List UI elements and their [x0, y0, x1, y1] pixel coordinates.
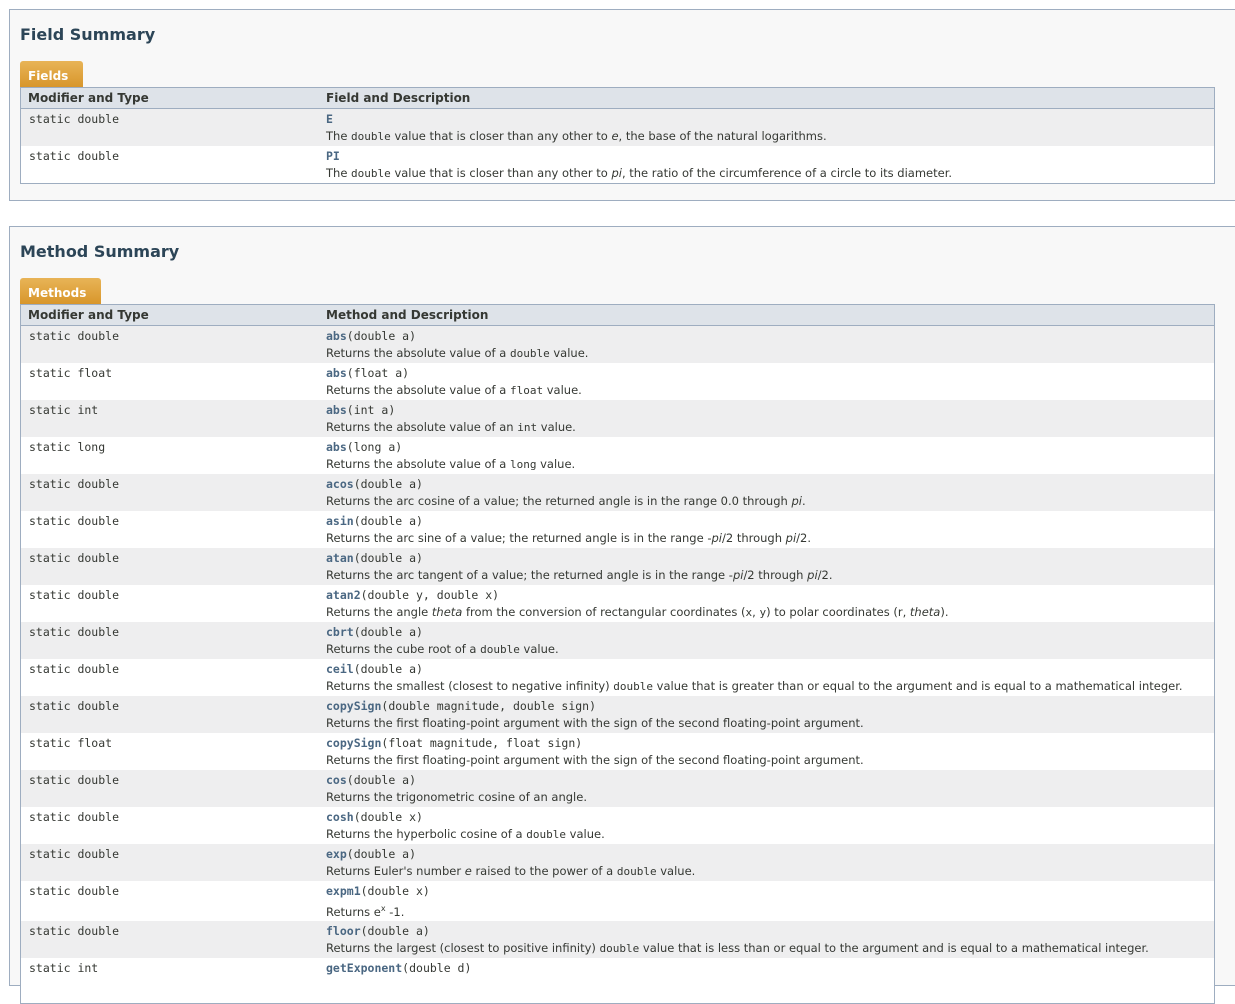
table-row: [21, 585, 1214, 622]
method-summary-table: [20, 304, 1215, 1004]
table-row: [21, 400, 1214, 437]
method-description: Returns the arc tangent of a value; the returned angle is in the range -pi/2 through pi/2.: [326, 568, 833, 582]
method-description: Returns the hyperbolic cosine of a double value.: [326, 827, 605, 841]
method-signature: [326, 961, 471, 975]
modifier-type: static int: [29, 961, 99, 975]
method-link[interactable]: getExponent: [326, 961, 403, 975]
modifier-type: static double: [29, 699, 120, 713]
method-link[interactable]: cos: [326, 773, 347, 787]
table-row: [21, 146, 1214, 183]
method-params: (long a): [346, 440, 403, 454]
field-signature: [326, 149, 340, 163]
method-signature: [326, 699, 596, 713]
method-link[interactable]: atan: [326, 551, 354, 565]
table-row: [21, 881, 1214, 921]
table-row: [21, 363, 1214, 400]
method-link[interactable]: exp: [326, 847, 347, 861]
method-description: Returns the smallest (closest to negative infinity) double value that is greater than or equal to the argument and is equal to a mathematical integer.: [326, 679, 1183, 693]
col-modifier-type: Modifier and Type: [28, 91, 149, 105]
table-row: [21, 622, 1214, 659]
method-signature: [326, 403, 395, 417]
method-signature: [326, 810, 423, 824]
method-description: Returns the cube root of a double value.: [326, 642, 559, 656]
table-row: [21, 659, 1214, 696]
method-link[interactable]: abs: [326, 366, 347, 380]
method-params: (double y, double x): [360, 588, 500, 602]
modifier-type: static double: [29, 625, 120, 639]
modifier-type: static double: [29, 112, 120, 126]
method-link[interactable]: cosh: [326, 810, 354, 824]
method-description: Returns the angle theta from the conversion of rectangular coordinates (x, y) to polar coordinates (r, theta).: [326, 605, 949, 619]
method-params: (double a): [346, 847, 417, 861]
modifier-type: static double: [29, 329, 120, 343]
method-link[interactable]: expm1: [326, 884, 361, 898]
method-description: Returns $e^x$ -1.: [326, 904, 405, 919]
method-signature: [326, 477, 423, 491]
method-signature: [326, 329, 416, 343]
method-link[interactable]: abs: [326, 329, 347, 343]
method-description: Returns the largest (closest to positive infinity) double value that is less than or equal to the argument and is equal to a mathematical integer.: [326, 941, 1149, 955]
method-link[interactable]: asin: [326, 514, 354, 528]
method-signature: [326, 625, 423, 639]
fields-tab[interactable]: Fields: [20, 61, 83, 87]
table-header: [21, 88, 1214, 109]
table-row: [21, 548, 1214, 585]
method-link[interactable]: copySign: [326, 736, 382, 750]
method-signature: [326, 366, 409, 380]
method-params: (double x): [360, 884, 430, 898]
table-row: [21, 807, 1214, 844]
table-row: [21, 733, 1214, 770]
method-params: (float magnitude, float sign): [381, 736, 583, 750]
modifier-type: static double: [29, 588, 120, 602]
method-params: (double a): [353, 477, 423, 491]
table-row: [21, 326, 1214, 363]
field-description: The double value that is closer than any other to e, the base of the natural logarithms.: [326, 129, 827, 143]
method-params: (float a): [346, 366, 410, 380]
table-row: [21, 921, 1214, 958]
modifier-type: static float: [29, 736, 113, 750]
method-signature: [326, 847, 416, 861]
method-rows: [21, 326, 1214, 995]
method-description: Returns Euler's number e raised to the power of a double value.: [326, 864, 696, 878]
field-summary-title: Field Summary: [20, 25, 156, 44]
method-signature: [326, 924, 430, 938]
modifier-type: static double: [29, 773, 120, 787]
method-signature: [326, 588, 499, 602]
method-summary-title: Method Summary: [20, 242, 180, 261]
method-summary-section: [9, 226, 1235, 986]
method-params: (double a): [353, 625, 423, 639]
method-description: Returns the trigonometric cosine of an angle.: [326, 790, 587, 804]
method-description: Returns the first floating-point argument with the sign of the second floating-point argument.: [326, 753, 864, 767]
modifier-type: static double: [29, 149, 120, 163]
table-row: [21, 511, 1214, 548]
method-params: (double a): [346, 329, 417, 343]
modifier-type: static double: [29, 477, 120, 491]
method-signature: [326, 514, 423, 528]
method-params: (double a): [353, 551, 423, 565]
method-link[interactable]: abs: [326, 440, 347, 454]
method-link[interactable]: copySign: [326, 699, 382, 713]
method-signature: [326, 662, 423, 676]
method-description: Returns the absolute value of a double value.: [326, 346, 589, 360]
method-params: (int a): [346, 403, 396, 417]
col-modifier-type: Modifier and Type: [28, 308, 149, 322]
field-signature: [326, 112, 333, 126]
table-row: [21, 844, 1214, 881]
method-description: Returns the arc sine of a value; the returned angle is in the range -pi/2 through pi/2.: [326, 531, 812, 545]
modifier-type: static double: [29, 810, 120, 824]
method-params: (double x): [353, 810, 423, 824]
method-description: Returns the absolute value of an int value.: [326, 420, 576, 434]
method-link[interactable]: abs: [326, 403, 347, 417]
method-signature: [326, 884, 430, 898]
modifier-type: static double: [29, 514, 120, 528]
table-row: [21, 109, 1214, 146]
col-field-description: Field and Description: [326, 91, 471, 105]
method-description: Returns the absolute value of a float value.: [326, 383, 582, 397]
col-method-description: Method and Description: [326, 308, 489, 322]
method-link[interactable]: floor: [326, 924, 361, 938]
field-link[interactable]: PI: [326, 149, 340, 163]
method-link[interactable]: ceil: [326, 662, 354, 676]
methods-tab[interactable]: Methods: [20, 278, 101, 304]
field-description: The double value that is closer than any other to pi, the ratio of the circumference of a circle to its diameter.: [326, 166, 953, 180]
method-params: (double a): [353, 514, 423, 528]
table-row: [21, 696, 1214, 733]
method-signature: [326, 551, 423, 565]
field-summary-section: [9, 9, 1235, 201]
field-summary-table: [20, 87, 1215, 184]
table-row: [21, 770, 1214, 807]
field-link[interactable]: E: [326, 112, 333, 126]
method-params: (double a): [353, 662, 423, 676]
method-params: (double a): [360, 924, 430, 938]
modifier-type: static double: [29, 551, 120, 565]
method-link[interactable]: atan2: [326, 588, 361, 602]
method-description: Returns the arc cosine of a value; the returned angle is in the range 0.0 through pi.: [326, 494, 806, 508]
modifier-type: static double: [29, 884, 120, 898]
method-signature: [326, 440, 402, 454]
table-header: [21, 305, 1214, 326]
method-link[interactable]: acos: [326, 477, 354, 491]
method-params: (double d): [402, 961, 472, 975]
modifier-type: static double: [29, 847, 120, 861]
modifier-type: static double: [29, 924, 120, 938]
table-row: [21, 474, 1214, 511]
method-description: Returns the absolute value of a long value.: [326, 457, 576, 471]
method-signature: [326, 773, 416, 787]
method-params: (double magnitude, double sign): [381, 699, 597, 713]
modifier-type: static int: [29, 403, 99, 417]
method-link[interactable]: cbrt: [326, 625, 354, 639]
method-description: Returns the first floating-point argument with the sign of the second floating-point argument.: [326, 716, 864, 730]
table-row: [21, 958, 1214, 995]
method-params: (double a): [346, 773, 417, 787]
table-row: [21, 437, 1214, 474]
modifier-type: static double: [29, 662, 120, 676]
modifier-type: static float: [29, 366, 113, 380]
method-signature: [326, 736, 582, 750]
modifier-type: static long: [29, 440, 106, 454]
